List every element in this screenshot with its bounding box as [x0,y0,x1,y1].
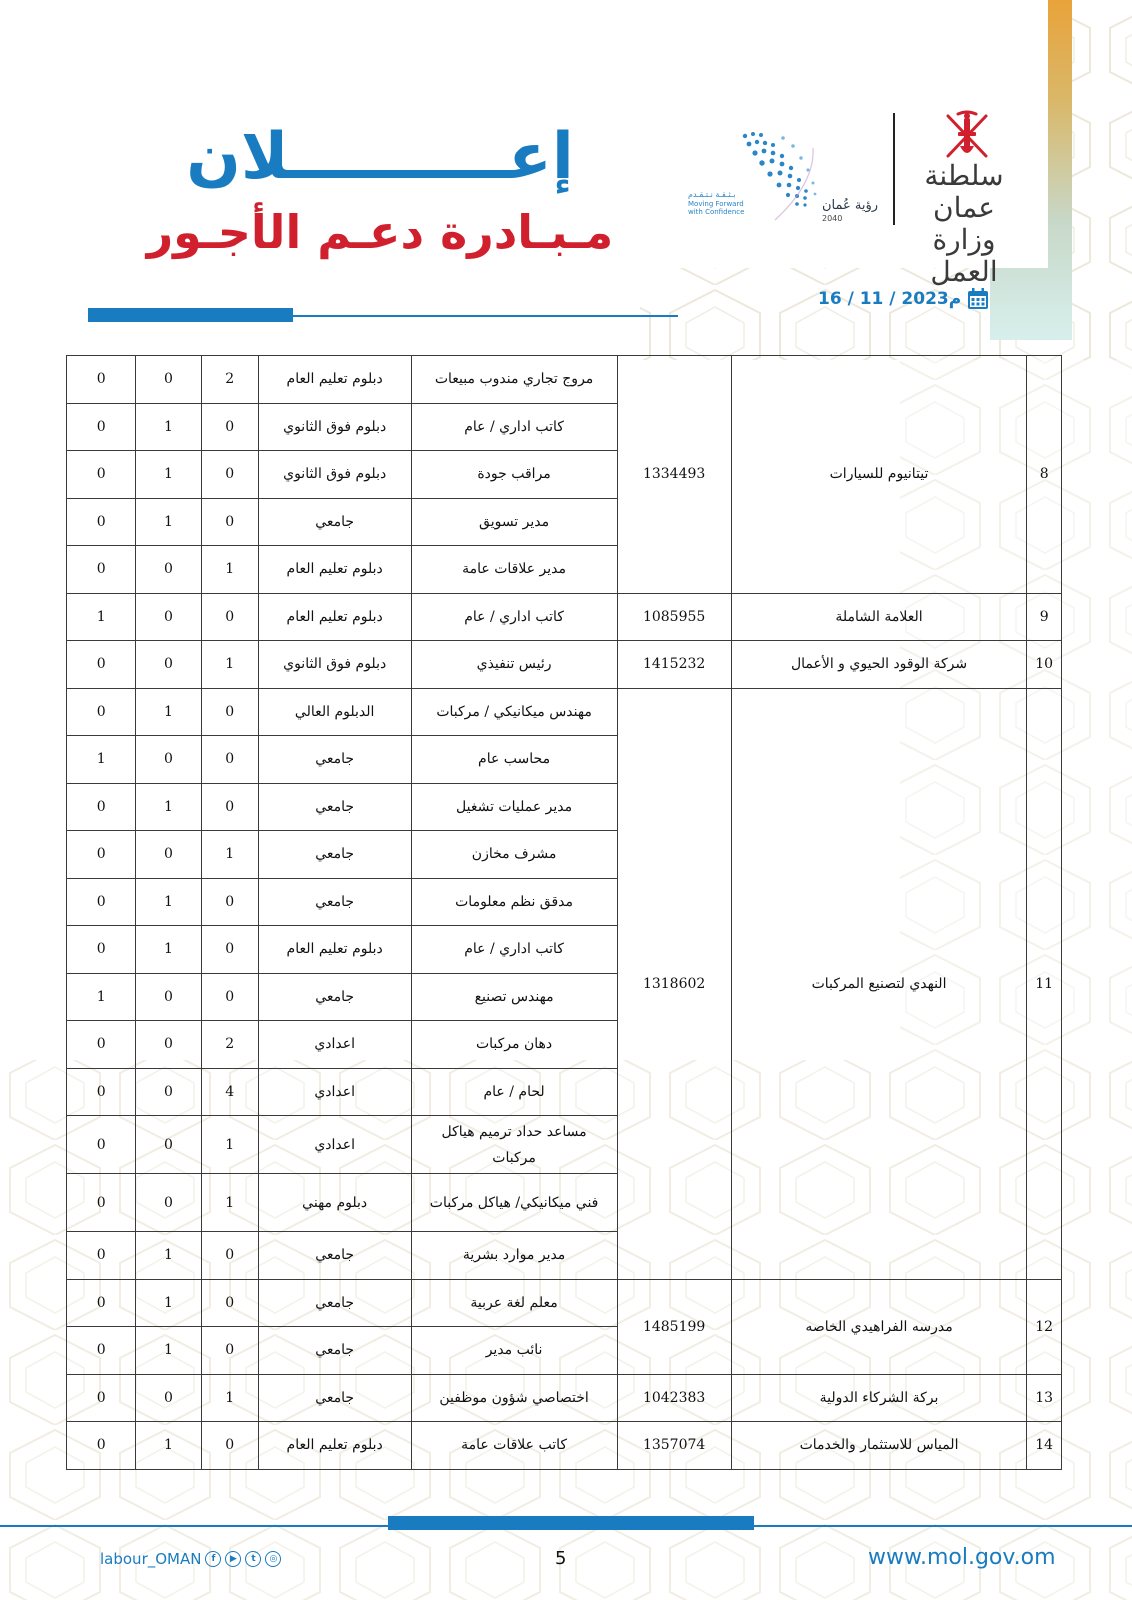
qualification-cell: جامعي [258,783,411,831]
row-number-cell: 13 [1027,1374,1062,1422]
qualification-cell: جامعي [258,1374,411,1422]
table-row [67,593,1062,641]
count-cell: 0 [67,831,136,879]
company-name-cell: النهدي لتصنيع المركبات [731,688,1027,1279]
job-title-cell: مراقب جودة [411,451,617,499]
count-cell: 1 [67,736,136,784]
qualification-cell: جامعي [258,878,411,926]
job-title-cell: معلم لغة عربية [411,1279,617,1327]
commercial-register-cell: 1318602 [617,688,731,1279]
company-name-cell: شركة الوقود الحيوي و الأعمال [731,641,1027,689]
count-cell: 0 [136,736,201,784]
facebook-icon[interactable]: f [205,1551,221,1567]
commercial-register-cell: 1485199 [617,1279,731,1374]
calendar-icon [967,288,989,310]
job-title-cell: مروج تجاري مندوب مبيعات [411,356,617,404]
company-name-cell: المياس للاستثمار والخدمات [731,1422,1027,1470]
header-rule-thin [293,315,678,317]
count-cell: 0 [201,1232,258,1280]
job-title-cell: نائب مدير [411,1327,617,1375]
count-cell: 1 [136,783,201,831]
row-number-cell: 10 [1027,641,1062,689]
count-cell: 0 [67,1374,136,1422]
count-cell: 0 [67,1174,136,1232]
count-cell: 0 [67,926,136,974]
count-cell: 0 [136,831,201,879]
qualification-cell: جامعي [258,831,411,879]
count-cell: 1 [201,1116,258,1174]
count-cell: 0 [136,1174,201,1232]
count-cell: 0 [67,1021,136,1069]
qualification-cell: جامعي [258,736,411,784]
company-name-cell: مدرسه الفراهيدي الخاصه [731,1279,1027,1374]
count-cell: 1 [67,973,136,1021]
qualification-cell: دبلوم تعليم العام [258,593,411,641]
count-cell: 0 [67,546,136,594]
count-cell: 0 [136,973,201,1021]
count-cell: 0 [67,498,136,546]
count-cell: 0 [67,878,136,926]
job-title-cell: فني ميكانيكي/ هياكل مركبات [411,1174,617,1232]
job-title-cell: رئيس تنفيذي [411,641,617,689]
count-cell: 0 [67,688,136,736]
vision-year: 2040 [822,214,843,223]
count-cell: 0 [67,1116,136,1174]
date-row [818,288,989,310]
announcement-date: 16 / 11 / 2023م [818,289,962,309]
qualification-cell: جامعي [258,1279,411,1327]
vision-name: رؤية عُمان [821,198,879,213]
qualification-cell: جامعي [258,498,411,546]
table-row [67,641,1062,689]
row-number-cell: 9 [1027,593,1062,641]
count-cell: 0 [67,1422,136,1470]
job-title-cell: لحام / عام [411,1068,617,1116]
count-cell: 1 [201,1374,258,1422]
count-cell: 1 [136,498,201,546]
header-rule-thick [88,308,293,322]
row-number-cell: 14 [1027,1422,1062,1470]
qualification-cell: دبلوم تعليم العام [258,926,411,974]
table-row [67,688,1062,736]
vision-tagline-ar: بـثـقـة نـتـقـدم [688,190,736,199]
table-row [67,1374,1062,1422]
count-cell: 1 [136,688,201,736]
count-cell: 0 [67,1279,136,1327]
count-cell: 2 [201,1021,258,1069]
count-cell: 0 [67,641,136,689]
company-name-cell: تيتانيوم للسيارات [731,356,1027,594]
job-title-cell: كاتب علاقات عامة [411,1422,617,1470]
job-title-cell: محاسب عام [411,736,617,784]
qualification-cell: جامعي [258,1327,411,1375]
count-cell: 1 [136,1422,201,1470]
count-cell: 0 [201,878,258,926]
count-cell: 0 [67,1068,136,1116]
count-cell: 1 [136,451,201,499]
count-cell: 0 [67,783,136,831]
youtube-icon[interactable]: ▶ [225,1551,241,1567]
count-cell: 0 [201,736,258,784]
commercial-register-cell: 1334493 [617,356,731,594]
twitter-icon[interactable]: t [245,1551,261,1567]
commercial-register-cell: 1415232 [617,641,731,689]
count-cell: 0 [136,1021,201,1069]
qualification-cell: دبلوم تعليم العام [258,546,411,594]
row-number-cell: 8 [1027,356,1062,594]
count-cell: 1 [136,403,201,451]
job-title-cell: اختصاصي شؤون موظفين [411,1374,617,1422]
count-cell: 0 [201,451,258,499]
count-cell: 0 [136,1068,201,1116]
job-title-cell: مهندس ميكانيكي / مركبات [411,688,617,736]
count-cell: 1 [136,1232,201,1280]
qualification-cell: دبلوم فوق الثانوي [258,451,411,499]
count-cell: 1 [67,593,136,641]
count-cell: 0 [201,973,258,1021]
job-title-cell: مشرف مخازن [411,831,617,879]
instagram-icon[interactable]: ◎ [265,1551,281,1567]
social-handle[interactable]: labour_OMAN [100,1550,202,1568]
vision-tagline-en: Moving Forward with Confidence [688,200,745,216]
job-title-cell: كاتب اداري / عام [411,593,617,641]
job-title-cell: مدير علاقات عامة [411,546,617,594]
oman-emblem-icon [940,108,994,166]
count-cell: 0 [201,926,258,974]
jobs-table [66,355,1062,1470]
company-name-cell: بركة الشركاء الدولية [731,1374,1027,1422]
job-title-cell: كاتب اداري / عام [411,403,617,451]
qualification-cell: اعدادي [258,1021,411,1069]
job-title-cell: دهان مركبات [411,1021,617,1069]
commercial-register-cell: 1357074 [617,1422,731,1470]
count-cell: 0 [201,688,258,736]
count-cell: 0 [136,641,201,689]
count-cell: 1 [201,831,258,879]
count-cell: 0 [201,1279,258,1327]
row-number-cell: 11 [1027,688,1062,1279]
count-cell: 1 [201,641,258,689]
social-links [100,1550,281,1568]
count-cell: 0 [201,403,258,451]
table-row [67,356,1062,404]
job-title-cell: مدير تسويق [411,498,617,546]
page-number: 5 [555,1548,567,1569]
qualification-cell: دبلوم فوق الثانوي [258,641,411,689]
count-cell: 0 [67,356,136,404]
count-cell: 0 [136,546,201,594]
count-cell: 0 [136,1374,201,1422]
qualification-cell: اعدادي [258,1068,411,1116]
count-cell: 0 [67,403,136,451]
job-title-cell: مساعد حداد ترميم هياكل مركبات [411,1116,617,1174]
qualification-cell: دبلوم تعليم العام [258,1422,411,1470]
table-row [67,1279,1062,1327]
job-title-cell: كاتب اداري / عام [411,926,617,974]
count-cell: 1 [136,1327,201,1375]
job-title-cell: مدير موارد بشرية [411,1232,617,1280]
count-cell: 0 [136,1116,201,1174]
count-cell: 2 [201,356,258,404]
count-cell: 0 [67,1327,136,1375]
count-cell: 0 [201,783,258,831]
qualification-cell: جامعي [258,973,411,1021]
count-cell: 1 [201,546,258,594]
qualification-cell: اعدادي [258,1116,411,1174]
qualification-cell: الدبلوم العالي [258,688,411,736]
table-row [67,1422,1062,1470]
row-number-cell: 12 [1027,1279,1062,1374]
count-cell: 0 [67,451,136,499]
job-title-cell: مهندس تصنيع [411,973,617,1021]
count-cell: 1 [136,878,201,926]
count-cell: 1 [201,1174,258,1232]
count-cell: 0 [201,1422,258,1470]
count-cell: 0 [201,498,258,546]
qualification-cell: جامعي [258,1232,411,1280]
ministry-name: سلطنة عمان وزارة العمل [924,159,1004,288]
commercial-register-cell: 1042383 [617,1374,731,1422]
announcement-subtitle: مـبـادرة دعـم الأجـور [146,205,614,259]
count-cell: 0 [201,593,258,641]
count-cell: 1 [136,1279,201,1327]
job-title-cell: مدقق نظم معلومات [411,878,617,926]
commercial-register-cell: 1085955 [617,593,731,641]
qualification-cell: دبلوم تعليم العام [258,356,411,404]
count-cell: 0 [67,1232,136,1280]
company-name-cell: العلامة الشاملة [731,593,1027,641]
count-cell: 0 [136,356,201,404]
qualification-cell: دبلوم مهني [258,1174,411,1232]
count-cell: 0 [201,1327,258,1375]
qualification-cell: دبلوم فوق الثانوي [258,403,411,451]
count-cell: 1 [136,926,201,974]
count-cell: 4 [201,1068,258,1116]
vision-2040-logo [735,128,885,228]
footer-rule-thick [388,1516,754,1530]
website-link[interactable]: www.mol.gov.om [868,1545,1056,1570]
count-cell: 0 [136,593,201,641]
job-title-cell: مدير عمليات تشغيل [411,783,617,831]
announcement-title: إعــــــــــلان [186,120,574,194]
